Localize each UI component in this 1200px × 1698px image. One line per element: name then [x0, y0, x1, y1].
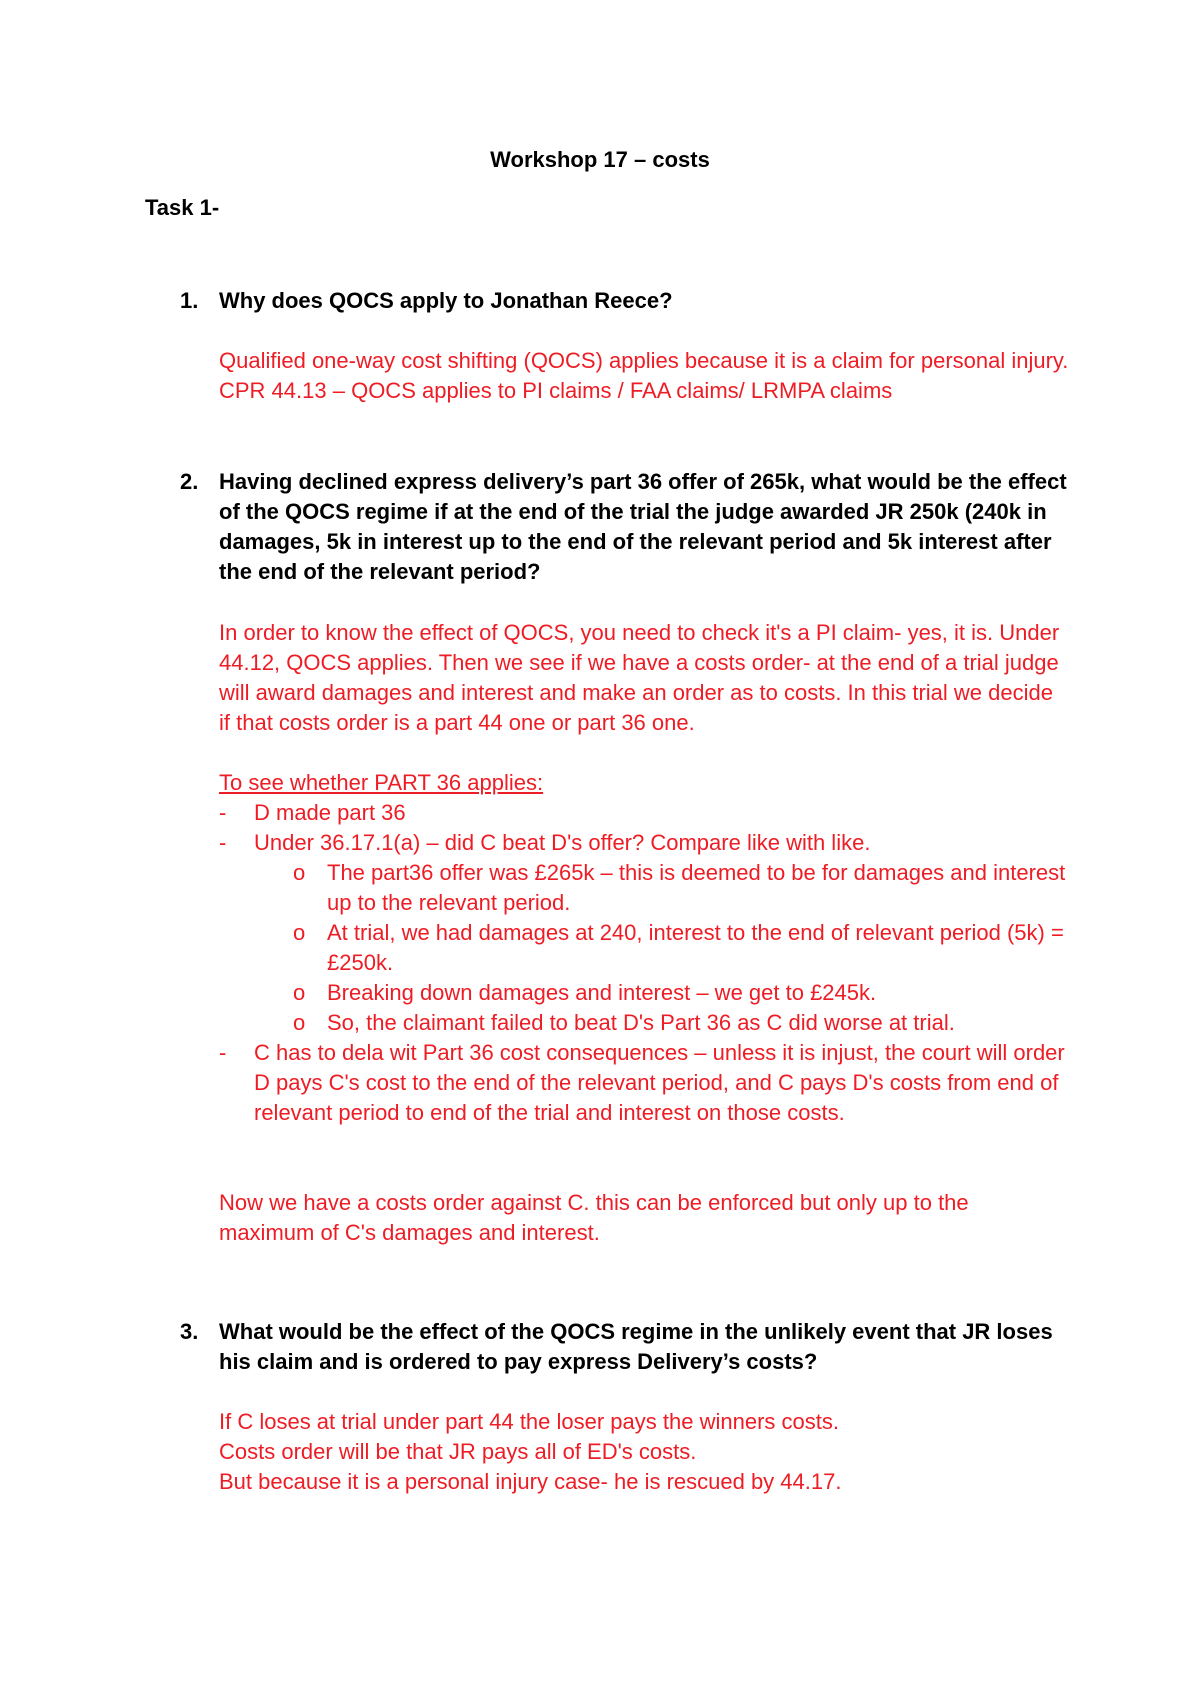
question-3-number: 3.: [180, 1319, 199, 1344]
dash-item-text: D made part 36: [254, 800, 406, 825]
bullet-marker: o: [293, 980, 306, 1005]
question-2-text: Having declined express delivery’s part 36 offer of 265k, what would be the effect of the QOCS regime if at the end of the trial the judge awarded JR 250k (240k in damages, 5k in interest up to the end of the relevant period and 5k interest after the end of the relevant period?: [219, 469, 1067, 584]
answer-3-line-2: Costs order will be that JR pays all of ED's costs.: [219, 1439, 697, 1464]
dash-item-text: Under 36.17.1(a) – did C beat D's offer? Compare like with like.: [254, 830, 871, 855]
bullet-marker: o: [293, 1010, 306, 1035]
question-2-number: 2.: [180, 469, 199, 494]
bullet-item: [219, 858, 1069, 918]
answer-3: [219, 1407, 1069, 1497]
bullet-item: [219, 918, 1069, 978]
dash-item: [219, 798, 1069, 828]
answer-3-line-3: But because it is a personal injury case- he is rescued by 44.17.: [219, 1469, 842, 1494]
answer-1: [219, 346, 1069, 406]
answer-1-line-2: CPR 44.13 – QOCS applies to PI claims / FAA claims/ LRMPA claims: [219, 378, 893, 403]
bullet-item-text: So, the claimant failed to beat D's Part 36 as C did worse at trial.: [327, 1010, 955, 1035]
bullet-item-text: Breaking down damages and interest – we get to £245k.: [327, 980, 877, 1005]
document-title: Workshop 17 – costs: [490, 147, 710, 172]
dash-marker: -: [219, 830, 227, 855]
bullet-marker: o: [293, 860, 306, 885]
bullet-item-text: The part36 offer was £265k – this is deemed to be for damages and interest up to the relevant period.: [327, 860, 1066, 915]
answer-1-line-1: Qualified one-way cost shifting (QOCS) applies because it is a claim for personal injury.: [219, 348, 1069, 373]
bullet-item: [219, 1008, 1069, 1038]
dash-marker: -: [219, 800, 227, 825]
answer-2-intro: In order to know the effect of QOCS, you need to check it's a PI claim- yes, it is. Under 44.12, QOCS applies. Then we see if we have a costs order- at the end of a trial judge will award damages and interest and make an order as to costs. In this trial we decide if that costs order is a part 44 one or part 36 one.: [219, 620, 1060, 735]
bullet-item-text: At trial, we had damages at 240, interest to the end of relevant period (5k) = £250k.: [327, 920, 1064, 975]
answer-2-subheading: To see whether PART 36 applies:: [219, 770, 544, 795]
question-1-text: Why does QOCS apply to Jonathan Reece?: [219, 288, 673, 313]
answer-2-conclusion: Now we have a costs order against C. this can be enforced but only up to the maximum of C's damages and interest.: [219, 1190, 969, 1245]
question-3-text: What would be the effect of the QOCS regime in the unlikely event that JR loses his claim and is ordered to pay express Delivery’s costs?: [219, 1319, 1053, 1374]
dash-item-text: C has to dela wit Part 36 cost consequences – unless it is injust, the court will order D pays C's cost to the end of the relevant period, and C pays D's costs from end of relevant period to end of the trial and interest on those costs.: [254, 1040, 1065, 1125]
dash-item: [219, 828, 1069, 858]
bullet-item: [219, 978, 1069, 1008]
question-1-number: 1.: [180, 288, 199, 313]
answer-3-line-1: If C loses at trial under part 44 the loser pays the winners costs.: [219, 1409, 839, 1434]
dash-item: [219, 1038, 1069, 1128]
dash-marker: -: [219, 1040, 227, 1065]
task-label: Task 1-: [145, 195, 220, 220]
answer-2: [219, 618, 1069, 1248]
bullet-marker: o: [293, 920, 306, 945]
